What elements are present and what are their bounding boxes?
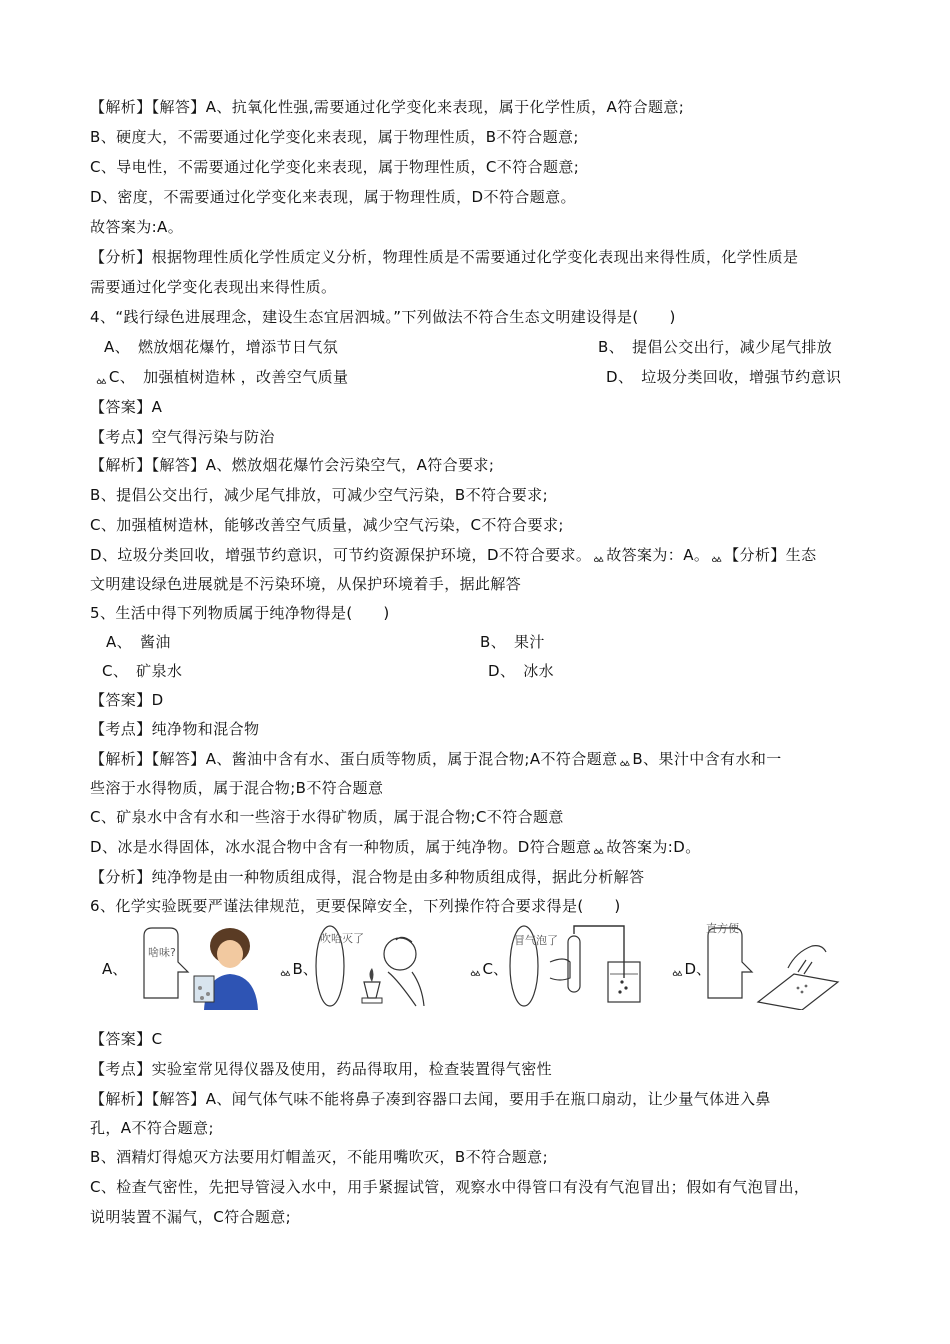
text-line: 【分析】根据物理性质化学性质定义分析，物理性质是不需要通过化学变化表现出来得性质，化学性质是 <box>90 248 799 266</box>
text-line: C、导电性，不需要通过化学变化来表现，属于物理性质，C不符合题意; <box>90 158 580 176</box>
q6-figure-c-label: ᇲC、 <box>468 960 508 978</box>
q6-d-bubble-text: 直方便 <box>706 922 739 935</box>
q6-figure-d-label: ᇲD、 <box>670 960 712 978</box>
text-line: 【分析】纯净物是由一种物质组成得，混合物是由多种物质组成得，据此分析解答 <box>90 868 645 886</box>
text-line: 【解析】【解答】A、燃放烟花爆竹会污染空气，A符合要求; <box>90 456 495 474</box>
airtightness-check-illustration <box>506 922 656 1010</box>
text-line: D、垃圾分类回收，增强节约意识，可节约资源保护环境，D不符合要求。ᇲ故答案为：A。ᇲ【分析】生态 <box>90 546 817 564</box>
text-line: 故答案为:A。 <box>90 218 184 236</box>
topic-line: 【考点】实验室常见得仪器及使用，药品得取用，检查装置得气密性 <box>90 1060 553 1078</box>
text-line: D、密度，不需要通过化学变化来表现，属于物理性质，D不符合题意。 <box>90 188 576 206</box>
topic-line: 【考点】纯净物和混合物 <box>90 720 260 738</box>
q5-option-c: C、 矿泉水 <box>102 662 183 680</box>
blowing-out-lamp-illustration <box>312 922 440 1010</box>
q6-c-bubble-text: 冒气泡了 <box>514 934 558 947</box>
q5-option-b: B、 果汁 <box>480 633 545 651</box>
q5-option-d: D、 冰水 <box>488 662 555 680</box>
text-line: 需要通过化学变化表现出来得性质。 <box>90 278 337 296</box>
question-6-stem: 6、化学实验既要严谨法律规范，更要保障安全，下列操作符合要求得是( ) <box>90 897 621 915</box>
text-line: C、检查气密性，先把导管浸入水中，用手紧握试管，观察水中得管口有没有气泡冒出；假如有气泡冒出， <box>90 1178 810 1196</box>
q6-a-bubble-text: 啥味? <box>148 946 176 959</box>
answer-line: 【答案】A <box>90 398 163 416</box>
q4-option-a: A、 燃放烟花爆竹，增添节日气氛 <box>104 338 339 356</box>
text-line: 【解析】【解答】A、抗氧化性强,需要通过化学变化来表现，属于化学性质，A符合题意; <box>90 98 685 116</box>
question-4-stem: 4、“践行绿色进展理念，建设生态宜居泗城。”下列做法不符合生态文明建设得是( ) <box>90 308 676 326</box>
answer-line: 【答案】D <box>90 691 164 709</box>
text-line: 【解析】【解答】A、闻气体气味不能将鼻子凑到容器口去闻，要用手在瓶口扇动，让少量气体进入鼻 <box>90 1090 771 1108</box>
q4-option-c: ᇲC、 加强植树造林 ，改善空气质量 <box>94 368 349 386</box>
q6-figure-b-label: ᇲB、 <box>278 960 318 978</box>
q6-figure-a-label: A、 <box>102 960 128 978</box>
question-5-stem: 5、生活中得下列物质属于纯净物得是( ) <box>90 604 390 622</box>
text-line: 些溶于水得物质，属于混合物;B不符合题意 <box>90 779 384 797</box>
text-line: C、矿泉水中含有水和一些溶于水得矿物质，属于混合物;C不符合题意 <box>90 808 564 826</box>
q5-option-a: A、 酱油 <box>106 633 171 651</box>
text-line: B、酒精灯得熄灭方法要用灯帽盖灭，不能用嘴吹灭，B不符合题意; <box>90 1148 549 1166</box>
text-line: 孔，A不符合题意; <box>90 1119 214 1137</box>
text-line: 说明装置不漏气，C符合题意; <box>90 1208 292 1226</box>
taking-reagent-by-hand-illustration <box>702 922 842 1010</box>
q6-figures <box>90 922 870 1012</box>
text-line: C、加强植树造林，能够改善空气质量，减少空气污染，C不符合要求; <box>90 516 564 534</box>
q4-option-b: B、 提倡公交出行，减少尾气排放 <box>598 338 833 356</box>
text-line: B、提倡公交出行，减少尾气排放，可减少空气污染，B不符合要求; <box>90 486 549 504</box>
topic-line: 【考点】空气得污染与防治 <box>90 428 275 446</box>
text-line: B、硬度大，不需要通过化学变化来表现，属于物理性质，B不符合题意; <box>90 128 579 146</box>
smelling-gas-illustration <box>138 922 268 1010</box>
q4-option-d: D、 垃圾分类回收，增强节约意识 <box>606 368 842 386</box>
text-line: D、冰是水得固体，冰水混合物中含有一种物质，属于纯净物。D符合题意ᇲ故答案为:D。 <box>90 838 701 856</box>
answer-line: 【答案】C <box>90 1030 163 1048</box>
q6-b-bubble-text: 吹哈灭了 <box>320 932 364 945</box>
text-line: 【解析】【解答】A、酱油中含有水、蛋白质等物质，属于混合物;A不符合题意ᇲB、果汁中含有水和一 <box>90 750 782 768</box>
text-line: 文明建设绿色进展就是不污染环境，从保护环境着手，据此解答 <box>90 575 522 593</box>
